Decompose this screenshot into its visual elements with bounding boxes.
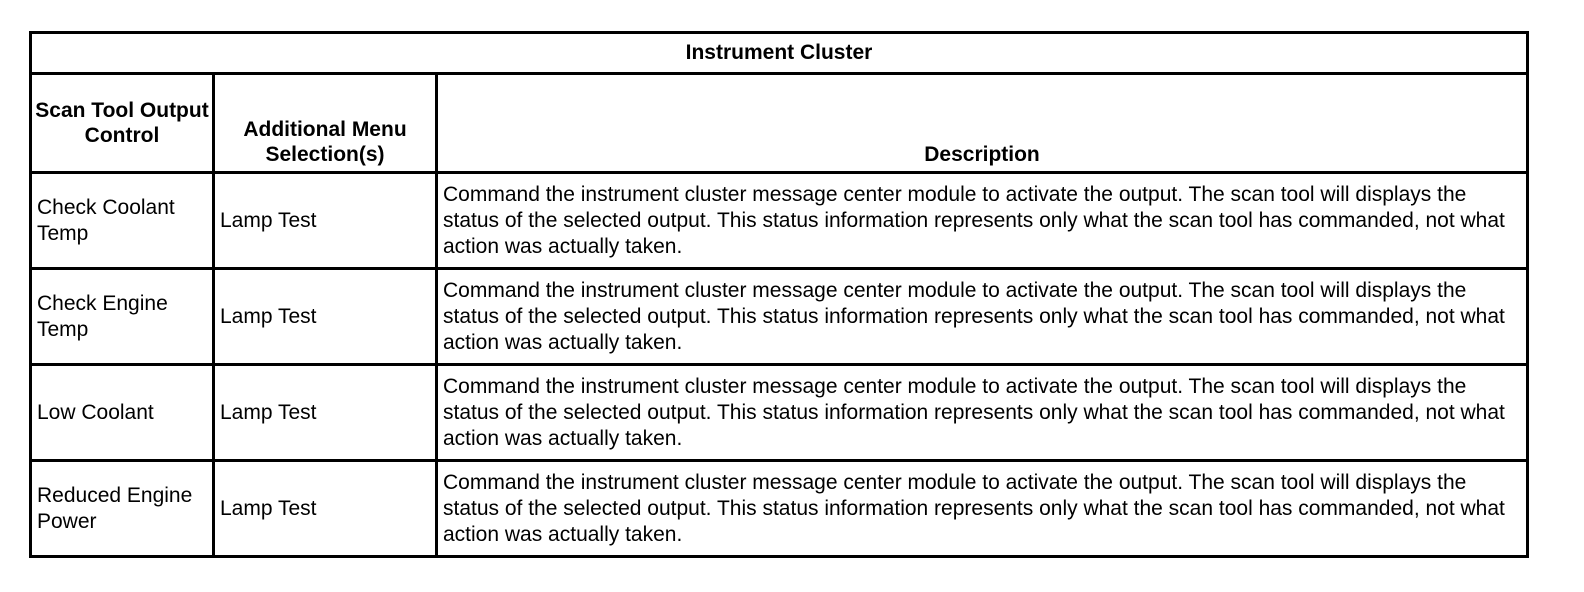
table-header-row bbox=[31, 74, 1528, 173]
table-title: Instrument Cluster bbox=[31, 33, 1528, 74]
cell-output-control: Check Coolant Temp bbox=[31, 173, 214, 269]
header-menu-selection: Additional Menu Selection(s) bbox=[214, 74, 437, 173]
table-row bbox=[31, 461, 1528, 557]
cell-description: Command the instrument cluster message center module to activate the output. The scan tool will displays the status of the selected output. This status information represents only what the scan tool has commanded, not what action was actually taken. bbox=[437, 173, 1528, 269]
cell-menu-selection: Lamp Test bbox=[214, 269, 437, 365]
table-row bbox=[31, 269, 1528, 365]
cell-menu-selection: Lamp Test bbox=[214, 365, 437, 461]
table-row bbox=[31, 173, 1528, 269]
table-title-row bbox=[31, 33, 1528, 74]
table-row bbox=[31, 365, 1528, 461]
header-output-control: Scan Tool Output Control bbox=[31, 74, 214, 173]
cell-description: Command the instrument cluster message center module to activate the output. The scan tool will displays the status of the selected output. This status information represents only what the scan tool has commanded, not what action was actually taken. bbox=[437, 269, 1528, 365]
header-description: Description bbox=[437, 74, 1528, 173]
cell-menu-selection: Lamp Test bbox=[214, 461, 437, 557]
cell-description: Command the instrument cluster message center module to activate the output. The scan tool will displays the status of the selected output. This status information represents only what the scan tool has commanded, not what action was actually taken. bbox=[437, 461, 1528, 557]
cell-description: Command the instrument cluster message center module to activate the output. The scan tool will displays the status of the selected output. This status information represents only what the scan tool has commanded, not what action was actually taken. bbox=[437, 365, 1528, 461]
cell-menu-selection: Lamp Test bbox=[214, 173, 437, 269]
instrument-cluster-table bbox=[29, 31, 1529, 558]
cell-output-control: Low Coolant bbox=[31, 365, 214, 461]
cell-output-control: Check Engine Temp bbox=[31, 269, 214, 365]
cell-output-control: Reduced Engine Power bbox=[31, 461, 214, 557]
